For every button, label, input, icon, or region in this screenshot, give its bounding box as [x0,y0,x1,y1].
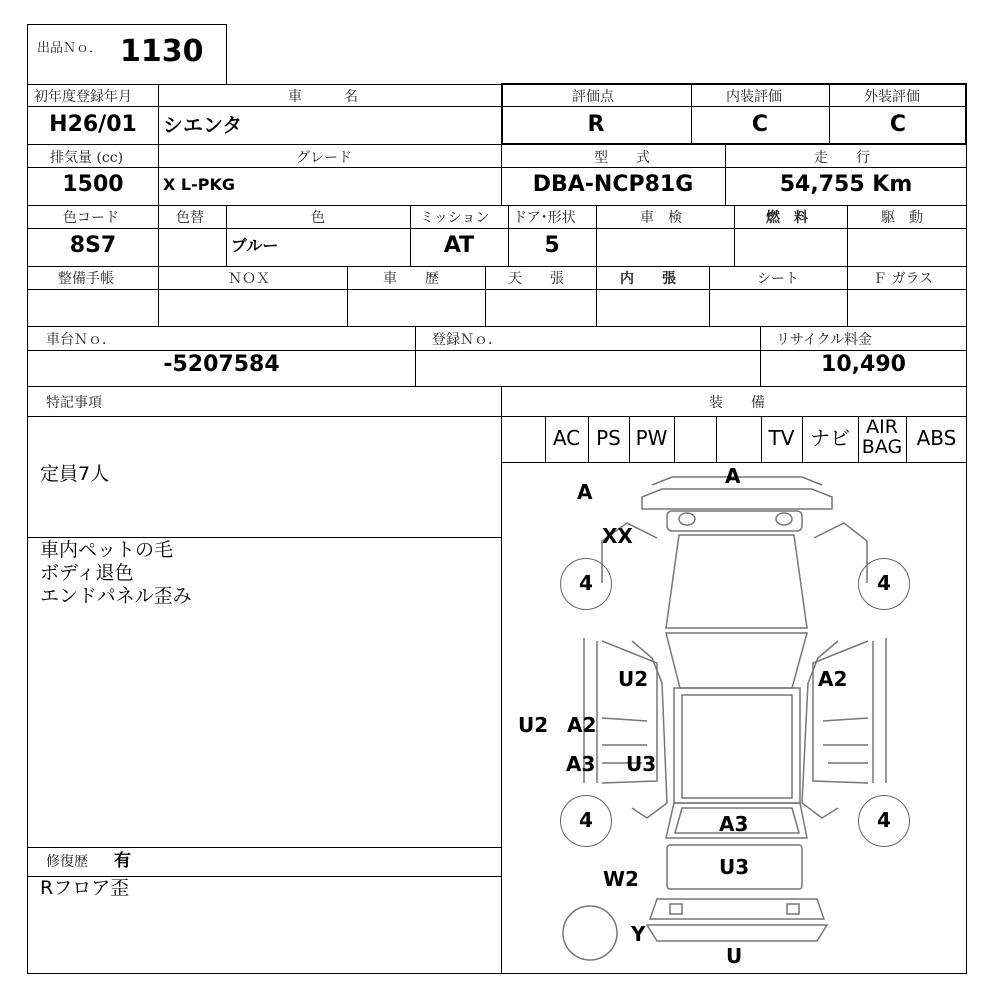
repair-label: 修復歴 [46,854,88,870]
door-label: ドア･形状 [513,210,576,226]
divider [734,205,735,266]
divider [716,416,717,462]
model-label: 型 式 [594,150,650,166]
chassis-label: 車台Ｎｏ． [46,332,116,348]
divider [27,266,967,267]
color-code-label: 色コード [63,210,119,226]
equip-ps: PS [596,426,621,450]
mark-rear-left: W2 [603,867,639,891]
model-value: DBA-NCP81G [532,172,694,197]
registration-label: 登録Ｎｏ． [432,332,502,348]
divider [674,416,675,462]
divider [709,266,710,326]
exterior-label: 外装評価 [864,89,920,105]
notes-line1: 定員7人 [40,463,110,485]
divider [415,326,416,386]
mission-value: AT [443,233,475,258]
cc-value: 1500 [62,172,124,197]
divider [27,386,967,387]
seat-label: シート [757,271,799,287]
year-value: H26/01 [49,112,137,137]
recycle-label: リサイクル料金 [776,332,873,348]
year-label: 初年度登録年月 [34,89,132,105]
maintenance-label: 整備手帳 [58,271,114,287]
nox-label: ＮＯＸ [228,271,270,287]
tire-rear-left: 4 [560,795,612,847]
mark-left-a2: A2 [567,713,597,737]
divider [158,144,159,205]
divider [847,266,848,326]
repair-value: 有 [114,851,131,871]
grade-label: グレード [296,150,352,166]
score-value: R [587,112,605,137]
repair-note: Rフロア歪 [40,877,130,899]
tire-front-right: 4 [858,558,910,610]
score-label: 評価点 [572,89,614,105]
lot-number: 1130 [120,34,204,69]
tire-rear-right: 4 [858,795,910,847]
roof-label: 天 張 [508,271,564,287]
drive-label: 駆 動 [881,210,923,226]
interior-value: C [751,112,769,137]
exterior-value: C [889,112,907,137]
history-label: 車 歴 [383,271,439,287]
divider [596,205,597,266]
mark-front-bumper: A [725,464,741,488]
mark-left-a3: A3 [566,752,596,776]
mark-rear-glass: A3 [719,812,749,836]
color-label: 色 [311,210,325,226]
mark-windshield: XX [602,524,633,548]
divider [158,266,159,326]
notes-lines: 車内ペットの毛 ボディ退色 エンドパネル歪み [40,539,192,607]
divider [27,289,967,290]
repaint-label: 色替 [176,210,204,226]
divider [158,205,159,266]
mission-label: ミッション [420,210,490,226]
grade-value: X L-PKG [163,175,235,194]
divider [27,847,501,848]
equip-navi: ナビ [810,426,850,450]
mark-right-side: A2 [818,667,848,691]
divider [27,205,967,206]
mileage-value: 54,755 Km [779,172,913,197]
glass-label: Ｆ ガラス [873,271,934,287]
notes-label: 特記事項 [46,395,102,411]
divider [27,228,967,229]
door-value: 5 [544,233,560,258]
equipment-label: 装 備 [709,395,765,411]
divider [226,205,227,266]
car-label: 車 名 [288,89,358,105]
mark-rear-bumper: U [726,944,743,968]
equip-tv: TV [768,426,795,450]
mark-front-left: A [577,480,593,504]
car-value: シエンタ [163,113,243,137]
divider [596,266,597,326]
mark-left-u3: U3 [626,752,657,776]
divider [27,167,967,168]
lot-label: 出品Ｎｏ． [37,41,103,56]
mark-trunk: U3 [719,855,750,879]
equip-airbag: AIR BAG [861,416,903,458]
mileage-label: 走 行 [814,150,870,166]
color-code-value: 8S7 [69,233,117,258]
inner-label: 内 張 [620,271,676,287]
interior-label: 内装評価 [726,89,782,105]
mark-spare: Y [631,922,646,946]
recycle-value: 10,490 [821,352,906,377]
divider [27,537,501,538]
equip-pw: PW [635,426,668,450]
mark-left-u2: U2 [518,713,549,737]
divider [158,84,159,144]
mark-roof: U2 [618,667,649,691]
fuel-label: 燃 料 [766,210,808,226]
divider [847,205,848,266]
divider [347,266,348,326]
equip-abs: ABS [916,426,957,450]
color-value: ブルー [231,236,279,255]
divider [27,326,967,327]
chassis-value: -5207584 [163,352,280,377]
divider [27,416,967,417]
divider [485,266,486,326]
equip-ac: AC [552,426,581,450]
inspection-label: 車 検 [640,210,682,226]
cc-label: 排気量 (cc) [50,150,124,166]
tire-front-left: 4 [560,558,612,610]
